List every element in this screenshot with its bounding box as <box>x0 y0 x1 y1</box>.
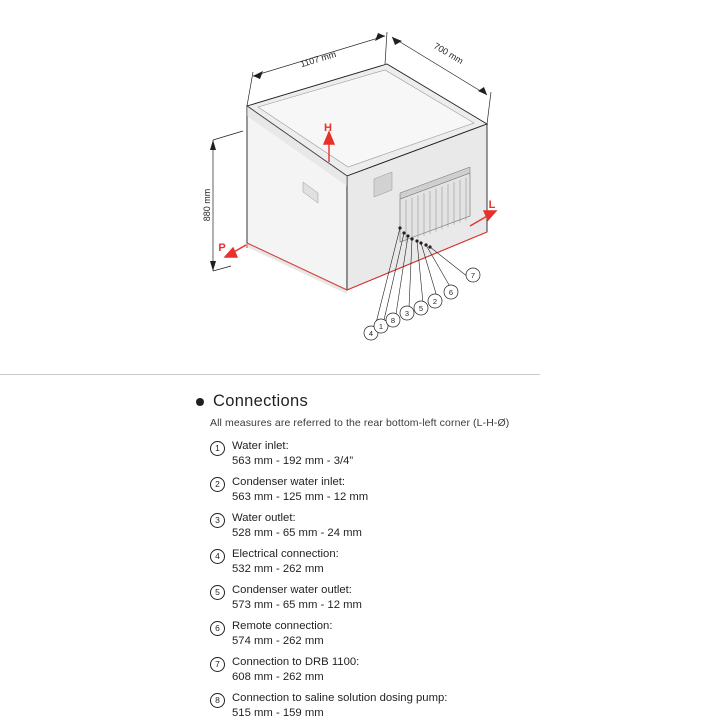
connections-note: All measures are referred to the rear bottom-left corner (L-H-Ø) <box>210 417 510 429</box>
callout-7: 7 <box>470 271 476 280</box>
item-text <box>232 691 447 720</box>
item-text <box>232 439 353 468</box>
item-values: 563 mm - 192 mm - 3/4” <box>232 454 354 467</box>
item-text <box>232 619 332 648</box>
axis-h-label: H <box>324 122 332 134</box>
item-values: 608 mm - 262 mm <box>232 670 324 683</box>
item-values: 573 mm - 65 mm - 12 mm <box>232 598 362 611</box>
item-text <box>232 655 359 684</box>
callout-3: 3 <box>404 309 410 318</box>
item-number-badge: 7 <box>210 657 225 672</box>
list-item <box>210 475 696 504</box>
item-label: Connection to saline solution dosing pump: <box>232 692 448 704</box>
list-item <box>210 583 696 612</box>
item-text <box>232 475 368 504</box>
item-values: 532 mm - 262 mm <box>232 562 324 575</box>
connections-list <box>210 439 696 720</box>
list-item <box>210 511 696 540</box>
callout-8: 8 <box>390 316 396 325</box>
item-number-badge: 4 <box>210 549 225 564</box>
item-label: Connection to DRB 1100: <box>232 656 360 668</box>
item-number-badge: 8 <box>210 693 225 708</box>
item-text <box>232 583 362 612</box>
item-number-badge: 3 <box>210 513 225 528</box>
callout-2: 2 <box>432 297 438 306</box>
item-text <box>232 511 362 540</box>
callout-1: 1 <box>378 322 384 331</box>
section-divider <box>0 374 540 375</box>
list-item <box>210 547 696 576</box>
item-values: 563 mm - 125 mm - 12 mm <box>232 490 369 503</box>
axis-l-label: L <box>488 199 496 211</box>
item-label: Condenser water inlet: <box>232 476 346 488</box>
item-values: 574 mm - 262 mm <box>232 634 324 647</box>
item-number-badge: 5 <box>210 585 225 600</box>
callout-4: 4 <box>368 329 374 338</box>
item-label: Condenser water outlet: <box>232 584 352 596</box>
dim-width-label: 1107 mm <box>299 49 338 70</box>
callout-6: 6 <box>448 288 454 297</box>
section-title: Connections <box>213 392 309 410</box>
list-item <box>210 439 696 468</box>
dim-height-label: 880 mm <box>202 188 212 222</box>
list-item <box>210 655 696 684</box>
item-label: Water outlet: <box>232 512 296 524</box>
bullet-icon <box>196 398 204 406</box>
list-item <box>210 619 696 648</box>
item-values: 528 mm - 65 mm - 24 mm <box>232 526 362 539</box>
item-text <box>232 547 339 576</box>
item-label: Water inlet: <box>232 440 289 452</box>
item-label: Remote connection: <box>232 620 333 632</box>
dim-depth-label: 700 mm <box>432 40 466 67</box>
item-number-badge: 6 <box>210 621 225 636</box>
item-values: 515 mm - 159 mm <box>232 706 324 719</box>
connections-header <box>196 392 696 411</box>
connections-section <box>196 392 696 727</box>
item-label: Electrical connection: <box>232 548 339 560</box>
item-number-badge: 2 <box>210 477 225 492</box>
item-number-badge: 1 <box>210 441 225 456</box>
axis-p-label: P <box>218 242 226 254</box>
list-item <box>210 691 696 720</box>
callout-5: 5 <box>418 304 424 313</box>
